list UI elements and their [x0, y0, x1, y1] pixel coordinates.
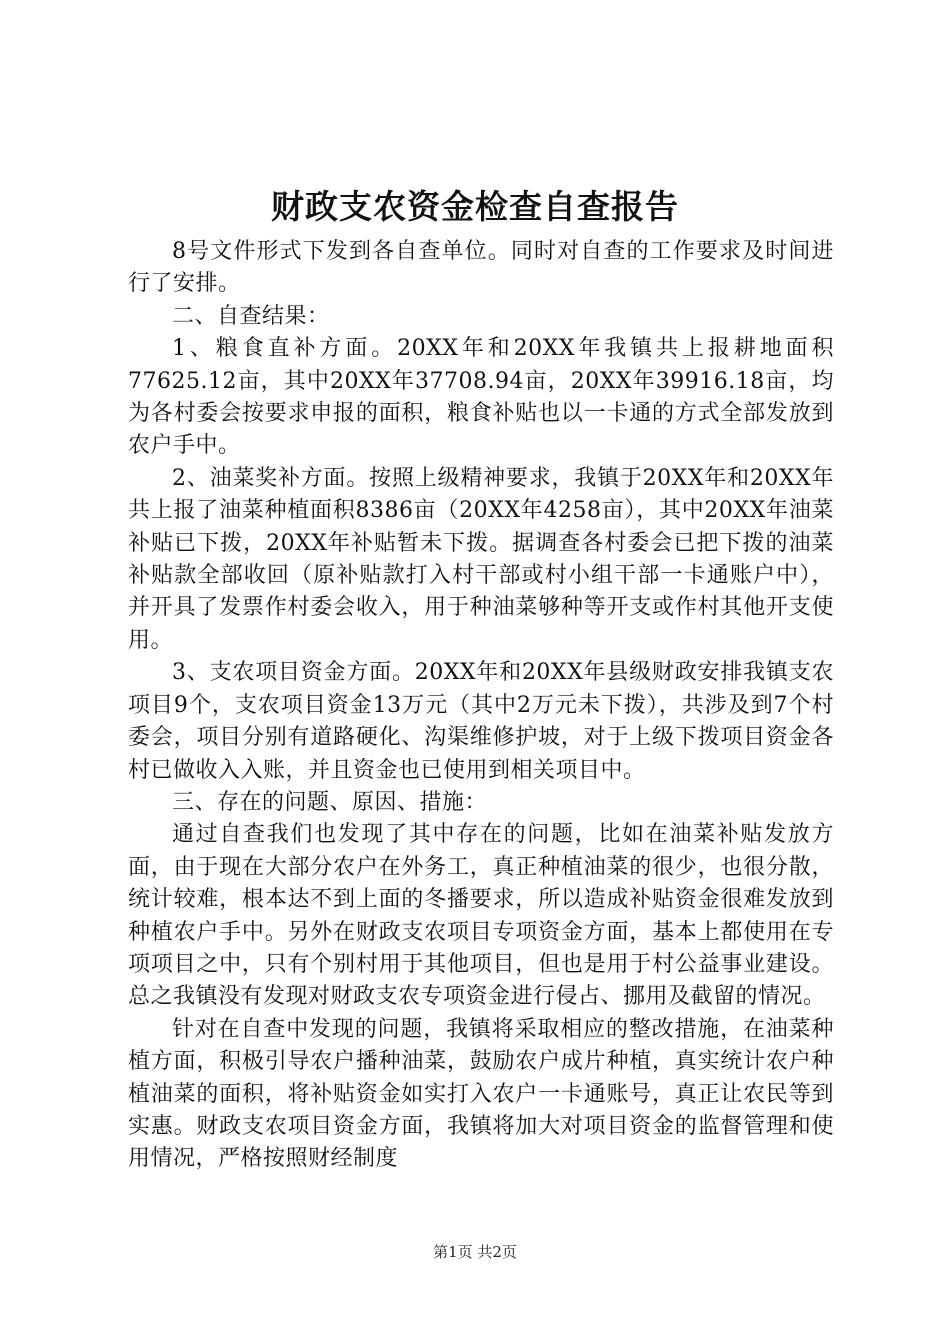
document-title: 财政支农资金检查自查报告: [271, 187, 679, 226]
paragraph-grain-subsidy: 1、粮食直补方面。20XX年和20XX年我镇共上报耕地面积77625.12亩，其中20XX年37708.94亩，20XX年39916.18亩，均为各村委会按要求申报的面积，粮食补贴也以一卡通的方式全部发放到农户手中。: [128, 336, 834, 459]
paragraph-rapeseed-subsidy: 2、油菜奖补方面。按照上级精神要求，我镇于20XX年和20XX年共上报了油菜种植面积8386亩（20XX年4258亩），其中20XX年油菜补贴已下拨，20XX年补贴暂未下拨。据调查各村委会已把下拨的油菜补贴款全部收回（原补贴款打入村干部或村小组干部一卡通账户中），并开具了发票作村委会收入，用于种油菜够种等开支或作村其他开支使用。: [128, 465, 834, 653]
heading-self-check-results: 二、自查结果：: [172, 303, 330, 329]
document-body: [128, 236, 834, 1176]
paragraph-problems-found: 通过自查我们也发现了其中存在的问题，比如在油菜补贴发放方面，由于现在大部分农户在外务工，真正种植油菜的很少，也很分散，统计较难，根本达不到上面的冬播要求，所以造成补贴资金很难发放到种植农户手中。另外在财政支农项目专项资金方面，基本上都使用在专项项目之中，只有个别村用于其他项目，但也是用于村公益事业建设。总之我镇没有发现对财政支农专项资金进行侵占、挪用及截留的情况。: [128, 822, 834, 1010]
heading-problems-causes-measures: 三、存在的问题、原因、措施：: [172, 789, 488, 815]
paragraph-agri-project-funds: 3、支农项目资金方面。20XX年和20XX年县级财政安排我镇支农项目9个，支农项目资金13万元（其中2万元未下拨），共涉及到7个村委会，项目分别有道路硬化、沟渠维修护坡，对于上级下拨项目资金各村已做收入入账，并且资金也已使用到相关项目中。: [128, 660, 834, 783]
page-footer: 第1页 共2页: [433, 1243, 517, 1261]
paragraph-rectification-measures: 针对在自查中发现的问题，我镇将采取相应的整改措施，在油菜种植方面，积极引导农户播种油菜，鼓励农户成片种植，真实统计农户种植油菜的面积，将补贴资金如实打入农户一卡通账号，真正让农民等到实惠。财政支农项目资金方面，我镇将加大对项目资金的监督管理和使用情况，严格按照财经制度: [128, 1016, 834, 1172]
paragraph-intro-continuation: 8号文件形式下发到各自查单位。同时对自查的工作要求及时间进行了安排。: [128, 239, 834, 297]
